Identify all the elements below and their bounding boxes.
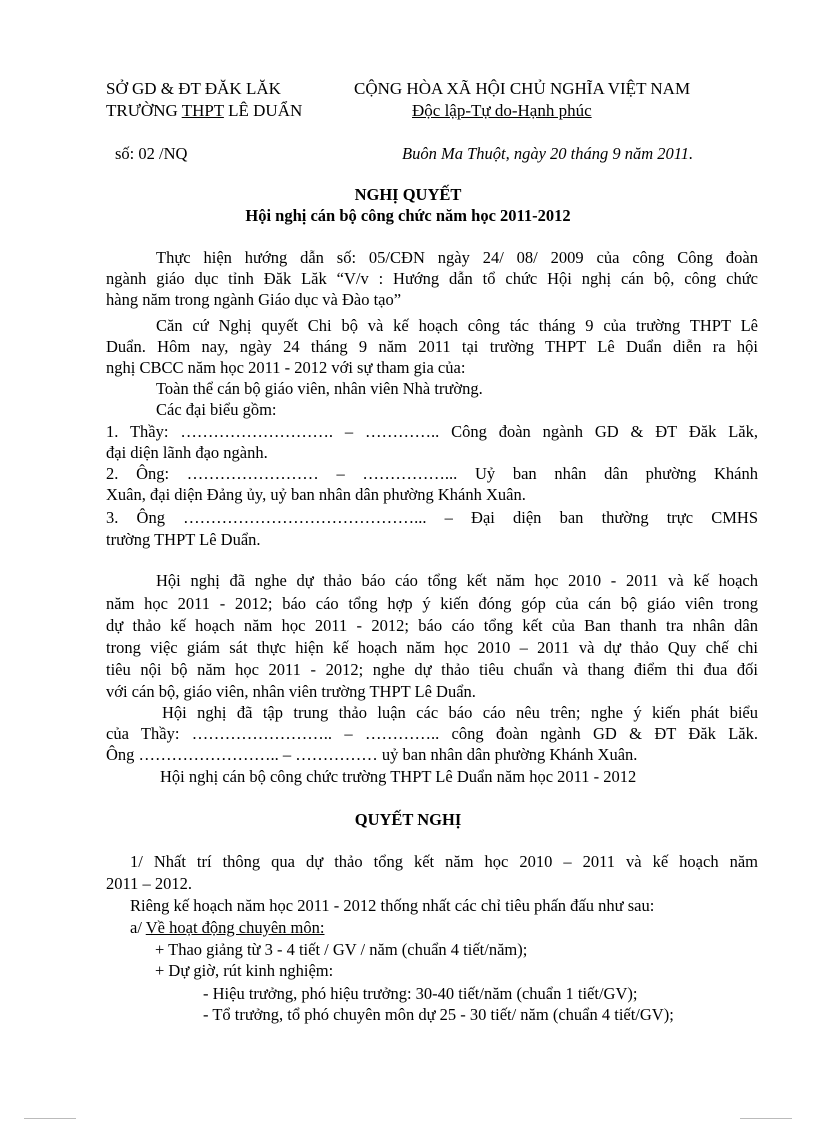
para2-line2: Duẩn. Hôm nay, ngày 24 tháng 9 năm 2011 tại trường THPT Lê Duẩn diễn ra hội (106, 337, 758, 356)
delegate2-line2: Xuân, đại diện Đảng ủy, uỷ ban nhân dân phường Khánh Xuân. (106, 485, 526, 504)
para5-line4: trong việc giám sát thực hiện kế hoạch năm học 2010 – 2011 và dự thảo Quy chế chi (106, 638, 758, 657)
delegate3-line1: 3. Ông ……………………………………... – Đại diện ban thường trực CMHS (106, 508, 758, 527)
para1-line1: Thực hiện hướng dẫn số: 05/CĐN ngày 24/ 08/ 2009 của công Công đoàn (156, 248, 758, 267)
attendees-line: Toàn thể cán bộ giáo viên, nhân viên Nhà trường. (156, 379, 483, 398)
document-subtitle: Hội nghị cán bộ công chức năm học 2011-2012 (245, 206, 571, 225)
para5-line2: năm học 2011 - 2012; báo cáo tổng hợp ý kiến đóng góp của cán bộ giáo viên trong (106, 594, 758, 613)
national-title: CỘNG HÒA XÃ HỘI CHỦ NGHĨA VIỆT NAM (354, 79, 691, 98)
school-name-prefix: TRƯỜNG (106, 101, 182, 120)
para2-line3: nghị CBCC năm học 2011 - 2012 với sự tham gia của: (106, 358, 466, 377)
para6-line2: của Thầy: …………………….. – ………….. công đoàn ngành GD & ĐT Đăk Lăk. (106, 724, 758, 743)
subitem-department-head: - Tổ trưởng, tổ phó chuyên môn dự 25 - 30 tiết/ năm (chuẩn 4 tiết/GV); (203, 1005, 674, 1024)
section-a-heading (130, 920, 324, 937)
para7-line: Hội nghị cán bộ công chức trường THPT Lê Duẩn năm học 2011 - 2012 (160, 767, 637, 786)
delegate2-line1: 2. Ông: …………………… – ……………... Uỷ ban nhân dân phường Khánh (106, 464, 758, 483)
footer-rule-left (24, 1118, 76, 1119)
para5-line6: với cán bộ, giáo viên, nhân viên trường THPT Lê Duẩn. (106, 682, 476, 701)
document-title: NGHỊ QUYẾT (354, 185, 462, 204)
para6-line3: Ông …………………….. – …………… uỷ ban nhân dân phường Khánh Xuân. (106, 745, 638, 764)
section-a-prefix: a/ (130, 918, 146, 937)
resolution-heading: QUYẾT NGHỊ (354, 810, 462, 829)
school-name-thpt: THPT (181, 101, 224, 120)
resolution-plan-line: Riêng kế hoạch năm học 2011 - 2012 thống nhất các chỉ tiêu phấn đấu như sau: (130, 896, 655, 915)
item-class-observation: + Dự giờ, rút kinh nghiệm: (155, 961, 334, 980)
para1-line3: hàng năm trong ngành Giáo dục và Đào tạo” (106, 290, 402, 309)
para5-line5: tiêu nội bộ năm học 2011 - 2012; nghe dự thảo tiêu chuẩn và thang điểm thi đua đối (106, 660, 758, 679)
department-name: SỞ GD & ĐT ĐĂK LĂK (106, 79, 281, 98)
para6-line1: Hội nghị đã tập trung thảo luận các báo cáo nêu trên; nghe ý kiến phát biểu (162, 703, 758, 722)
delegate3-line2: trường THPT Lê Duẩn. (106, 530, 261, 549)
school-name-suffix: LÊ DUẨN (223, 101, 303, 120)
para5-line1: Hội nghị đã nghe dự thảo báo cáo tổng kết năm học 2010 - 2011 và kế hoạch (156, 571, 758, 590)
national-motto: Độc lập-Tự do-Hạnh phúc (412, 101, 592, 120)
resolution1-line2: 2011 – 2012. (106, 874, 193, 893)
subitem-principal: - Hiệu trưởng, phó hiệu trưởng: 30-40 tiết/năm (chuẩn 1 tiết/GV); (203, 984, 638, 1003)
document-number: số: 02 /NQ (115, 144, 188, 163)
para1-line2: ngành giáo dục tỉnh Đăk Lăk “V/v : Hướng dẫn tổ chức Hội nghị cán bộ, công chức (106, 269, 758, 288)
place-date: Buôn Ma Thuột, ngày 20 tháng 9 năm 2011. (402, 144, 694, 163)
footer-rule-right (740, 1118, 792, 1119)
section-a-label: Về hoạt động chuyên môn: (145, 918, 325, 937)
delegate1-line2: đại diện lãnh đạo ngành. (106, 443, 268, 462)
delegates-heading: Các đại biểu gồm: (156, 400, 277, 419)
delegate1-line1: 1. Thầy: ………………………. – ………….. Công đoàn ngành GD & ĐT Đăk Lăk, (106, 422, 758, 441)
resolution1-line1: 1/ Nhất trí thông qua dự thảo tổng kết năm học 2010 – 2011 và kế hoạch năm (130, 852, 758, 871)
para2-line1: Căn cứ Nghị quyết Chi bộ và kế hoạch công tác tháng 9 của trường THPT Lê (156, 316, 758, 335)
para5-line3: dự thảo kế hoạch năm học 2011 - 2012; báo cáo tổng kết của Ban thanh tra nhân dân (106, 616, 758, 635)
item-model-teaching: + Thao giảng từ 3 - 4 tiết / GV / năm (chuẩn 4 tiết/năm); (155, 940, 528, 959)
school-name (106, 102, 302, 119)
